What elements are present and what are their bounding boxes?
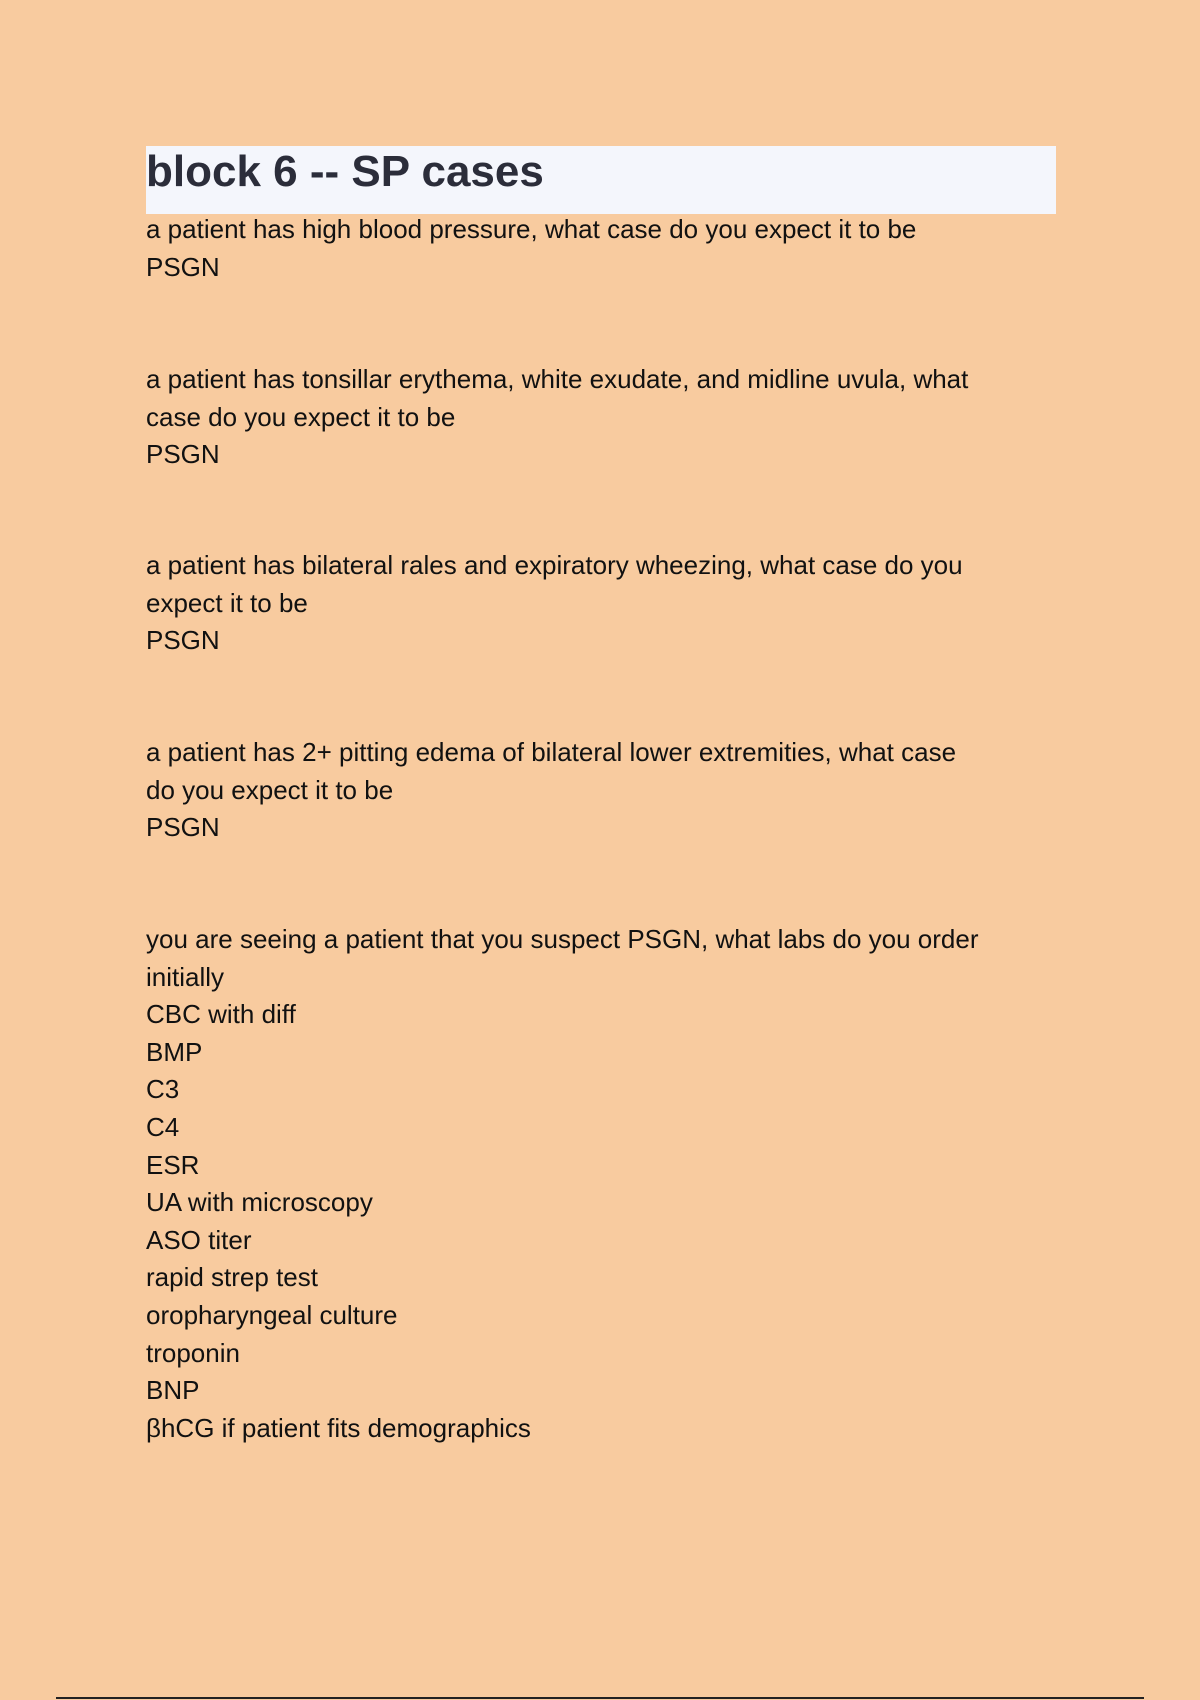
answer-line: troponin (146, 1337, 240, 1368)
flashcard-4 (146, 734, 1066, 847)
question-line: do you expect it to be (146, 774, 394, 805)
question-line: a patient has high blood pressure, what case do you expect it to be (146, 214, 917, 244)
question-line: expect it to be (146, 587, 308, 618)
answer-line: C4 (146, 1111, 180, 1142)
answer-line: ESR (146, 1149, 200, 1180)
answer-line: rapid strep test (146, 1262, 318, 1293)
question-line: a patient has 2+ pitting edema of bilateral lower extremities, what case (146, 737, 957, 767)
question-line: you are seeing a patient that you suspect PSGN, what labs do you order (146, 924, 979, 954)
answer-line: βhCG if patient fits demographics (146, 1412, 531, 1443)
flashcard-5 (146, 921, 1066, 1447)
answer-line: CBC with diff (146, 999, 296, 1030)
answer-line: PSGN (146, 251, 220, 282)
answer-line: ASO titer (146, 1224, 252, 1255)
answer-line: BMP (146, 1036, 203, 1067)
answer-line: BNP (146, 1375, 200, 1406)
answer-line: C3 (146, 1074, 180, 1105)
answer-line: oropharyngeal culture (146, 1299, 398, 1330)
answer-line: PSGN (146, 439, 220, 470)
document-title: block 6 -- SP cases (146, 147, 544, 196)
flashcard-3 (146, 547, 1066, 660)
question-line: case do you expect it to be (146, 401, 456, 432)
answer-line: PSGN (146, 812, 220, 843)
answer-line: UA with microscopy (146, 1187, 373, 1218)
question-line: a patient has tonsillar erythema, white exudate, and midline uvula, what (146, 364, 969, 394)
answer-line: PSGN (146, 625, 220, 656)
flashcard-1 (146, 211, 1066, 286)
question-line: initially (146, 961, 225, 992)
flashcard-2 (146, 361, 1066, 474)
footer-divider (56, 1697, 1144, 1699)
question-line: a patient has bilateral rales and expiratory wheezing, what case do you (146, 550, 963, 580)
